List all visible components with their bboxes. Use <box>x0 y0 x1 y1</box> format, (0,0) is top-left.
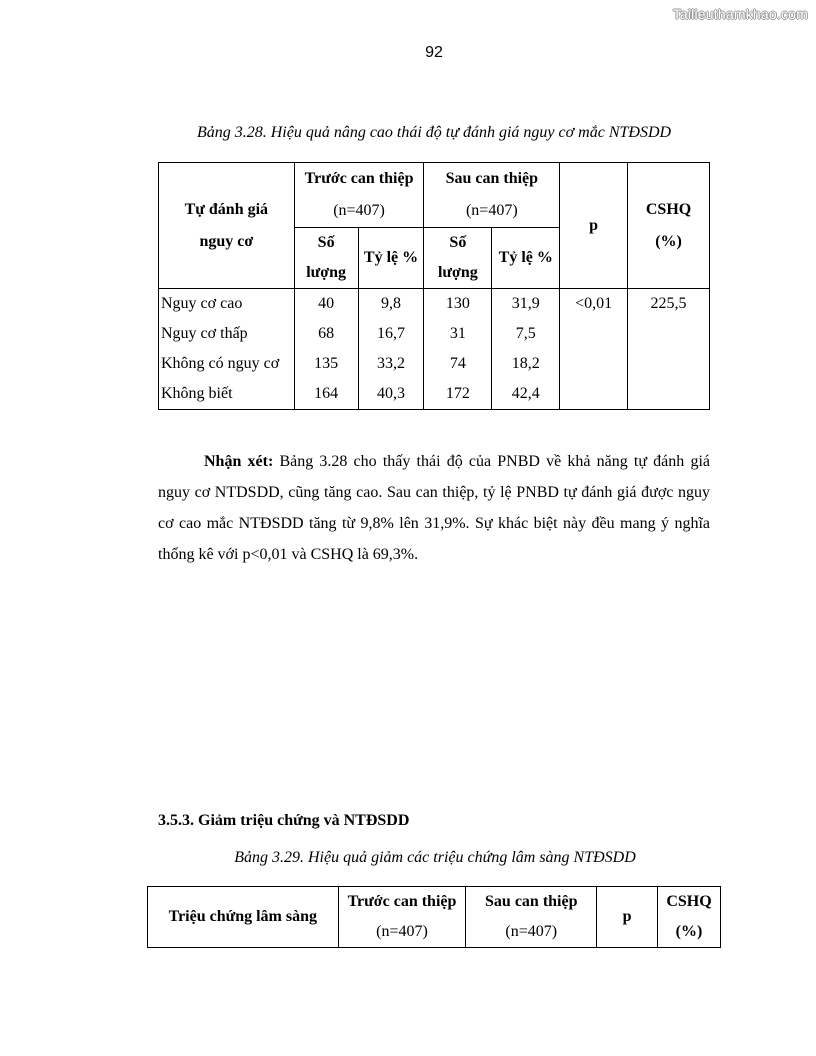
cshq-value: 225,5 <box>628 289 710 410</box>
header-before: Trước can thiệp (n=407) <box>294 163 424 228</box>
after-count-column: 130 31 74 172 <box>424 289 492 410</box>
header-symptoms: Triệu chứng lâm sàng <box>148 887 339 948</box>
row-label: Nguy cơ thấp <box>161 325 248 342</box>
table-caption: Bảng 3.28. Hiệu quả nâng cao thái độ tự đánh giá nguy cơ mắc NTĐSDD <box>196 124 672 141</box>
watermark: Tailieuthamkhao.com <box>672 6 808 22</box>
comment-paragraph <box>158 446 710 570</box>
after-rate-column: 31,9 7,5 18,2 42,4 <box>492 289 560 410</box>
section-heading: 3.5.3. Giảm triệu chứng và NTĐSDD <box>158 812 410 829</box>
header-p: p <box>560 163 628 289</box>
header-after: Sau can thiệp (n=407) <box>466 887 597 948</box>
header-after-count: Số lượng <box>424 228 492 289</box>
before-count-column: 40 68 135 164 <box>294 289 358 410</box>
page-number: 92 <box>425 44 443 61</box>
header-cshq: CSHQ (%) <box>658 887 721 948</box>
header-after: Sau can thiệp (n=407) <box>424 163 560 228</box>
header-cshq: CSHQ (%) <box>628 163 710 289</box>
header-after-rate: Tỷ lệ % <box>492 228 560 289</box>
header-before-rate: Tỷ lệ % <box>358 228 424 289</box>
comment-text: Bảng 3.28 cho thấy thái độ của PNBD về khả năng tự đánh giá nguy cơ NTDSDD, cũng tăng cao. Sau can thiệp, tỷ lệ PNBD tự đánh giá được nguy cơ cao mắc NTĐSDD tăng từ 9,8% lên 31,9%. Sự khác biệt này đều mang ý nghĩa thống kê với p<0,01 và CSHQ là 69,3%. <box>158 453 710 563</box>
header-before: Trước can thiệp (n=407) <box>338 887 466 948</box>
table-caption-2: Bảng 3.29. Hiệu quả giảm các triệu chứng lâm sàng NTĐSDD <box>234 849 636 866</box>
row-label: Không có nguy cơ <box>161 355 280 372</box>
row-labels <box>159 289 295 410</box>
comment-label: Nhận xét: <box>204 453 274 470</box>
header-p: p <box>597 887 658 948</box>
p-value: <0,01 <box>560 289 628 410</box>
attitude-table <box>158 162 710 410</box>
symptoms-table <box>147 886 721 948</box>
row-label: Không biết <box>161 385 233 402</box>
header-before-count: Số lượng <box>294 228 358 289</box>
header-self-assessment: Tự đánh giá nguy cơ <box>159 163 295 289</box>
before-rate-column: 9,8 16,7 33,2 40,3 <box>358 289 424 410</box>
row-label: Nguy cơ cao <box>161 295 243 312</box>
